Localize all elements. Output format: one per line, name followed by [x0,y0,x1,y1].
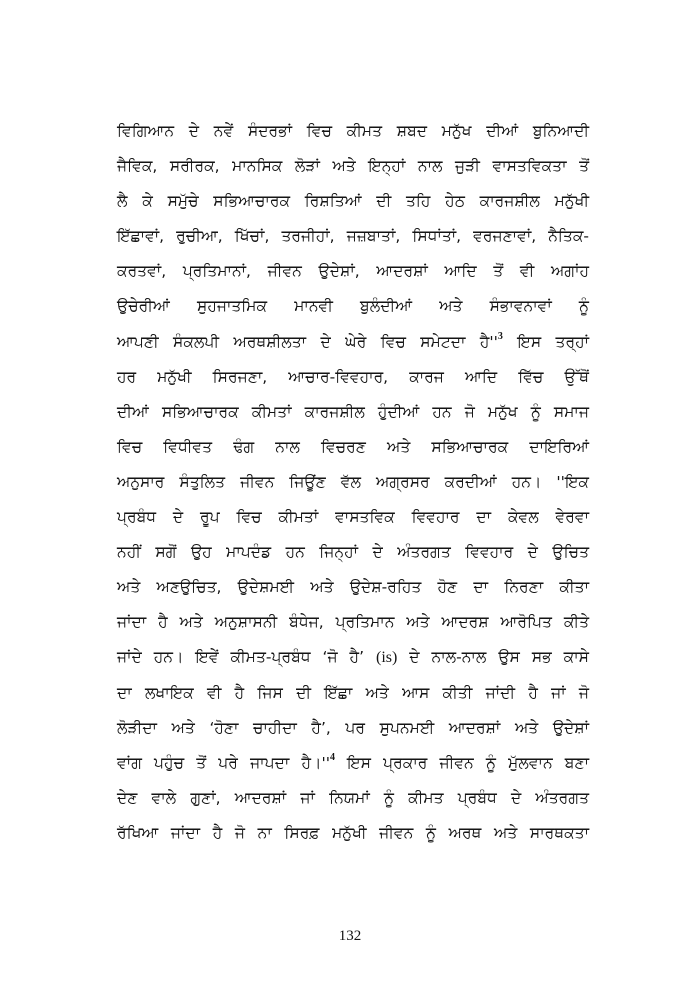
text-line: ਦੇਣ ਵਾਲੇ ਗੁਣਾਂ, ਆਦਰਸ਼ਾਂ ਜਾਂ ਨਿਯਮਾਂ ਨੂੰ ਕੀਮਤ ਪ੍ਰਬੰਧ ਦੇ ਅੰਤਰਗਤ [117,788,589,807]
text-line: ਲੈ ਕੇ ਸਮੁੱਚੇ ਸਭਿਆਚਾਰਕ ਰਿਸ਼ਤਿਆਂ ਦੀ ਤਹਿ ਹੇਠ ਕਾਰਜਸ਼ੀਲ ਮਨੁੱਖੀ [117,192,589,211]
text-line: ਨਹੀਂ ਸਗੋਂ ਉਹ ਮਾਪਦੰਡ ਹਨ ਜਿਨ੍ਹਾਂ ਦੇ ਅੰਤਰਗਤ ਵਿਵਹਾਰ ਦੇ ਉਚਿਤ [117,543,589,562]
text-segment: ਵਾਂਗ ਪਹੁੰਚ ਤੋਂ ਪਰੇ ਜਾਪਦਾ ਹੈ।'' [117,753,330,772]
text-line: ਜਾਂਦਾ ਹੈ ਅਤੇ ਅਨੁਸ਼ਾਸਨੀ ਬੰਧੇਜ, ਪ੍ਰਤਿਮਾਨ ਅਤੇ ਆਦਰਸ਼ ਆਰੋਪਿਤ ਕੀਤੇ [117,613,589,632]
text-line: ਅਨੁਸਾਰ ਸੰਤੁਲਿਤ ਜੀਵਨ ਜਿਊਂਣ ਵੱਲ ਅਗ੍ਰਸਰ ਕਰਦੀਆਂ ਹਨ। ''ਇਕ [117,472,589,491]
text-line: ਵਿਚ ਵਿਧੀਵਤ ਢੰਗ ਨਾਲ ਵਿਚਰਣ ਅਤੇ ਸਭਿਆਚਾਰਕ ਦਾਇਰਿਆਂ [117,437,589,456]
page-number: 132 [338,928,362,944]
text-line: ਦਾ ਲਖਾਇਕ ਵੀ ਹੈ ਜਿਸ ਦੀ ਇੱਛਾ ਅਤੇ ਆਸ ਕੀਤੀ ਜਾਂਦੀ ਹੈ ਜਾਂ ਜੋ [117,683,589,702]
text-segment: ਦੇ ਨਾਲ-ਨਾਲ ਉਸ ਸਭ ਕਾਸੇ [409,648,589,667]
text-line: ਇੱਛਾਵਾਂ, ਰੁਚੀਆ, ਖਿੱਚਾਂ, ਤਰਜੀਹਾਂ, ਜਜ਼ਬਾਤਾਂ, ਸਿਧਾਂਤਾਂ, ਵਰਜਣਾਵਾਂ, ਨੈਤਿਕ- [117,227,589,246]
text-segment: ਜਾਂਦੇ ਹਨ। ਇਵੇਂ ਕੀਮਤ-ਪ੍ਰਬੰਧ ‘ਜੋ ਹੈ’ [117,648,364,667]
text-line: ਅਤੇ ਅਣਉਚਿਤ, ਉਦੇਸ਼ਮਈ ਅਤੇ ਉਦੇਸ਼-ਰਹਿਤ ਹੋਣ ਦਾ ਨਿਰਣਾ ਕੀਤਾ [117,578,589,597]
text-segment: ਇਸ ਤਰ੍ਹਾਂ [517,332,589,351]
text-line: ਜੈਵਿਕ, ਸਰੀਰਕ, ਮਾਨਸਿਕ ਲੋੜਾਂ ਅਤੇ ਇਨ੍ਹਾਂ ਨਾਲ ਜੁੜੀ ਵਾਸਤਵਿਕਤਾ ਤੋਂ [117,157,589,176]
footnote-marker: 4 [329,751,335,763]
text-line: ਰੱਖਿਆ ਜਾਂਦਾ ਹੈ ਜੋ ਨਾ ਸਿਰਫ਼ ਮਨੁੱਖੀ ਜੀਵਨ ਨੂੰ ਅਰਥ ਅਤੇ ਸਾਰਥਕਤਾ [117,823,589,842]
text-line: ਵਿਗਿਆਨ ਦੇ ਨਵੇਂ ਸੰਦਰਭਾਂ ਵਿਚ ਕੀਮਤ ਸ਼ਬਦ ਮਨੁੱਖ ਦੀਆਂ ਬੁਨਿਆਦੀ [117,122,589,140]
text-line: ਪ੍ਰਬੰਧ ਦੇ ਰੂਪ ਵਿਚ ਕੀਮਤਾਂ ਵਾਸਤਵਿਕ ਵਿਵਹਾਰ ਦਾ ਕੇਵਲ ਵੇਰਵਾ [117,508,589,527]
text-line [117,746,589,781]
body-paragraph [117,114,589,851]
latin-term: (is) [375,649,398,667]
text-line: ਦੀਆਂ ਸਭਿਆਚਾਰਕ ਕੀਮਤਾਂ ਕਾਰਜਸ਼ੀਲ ਹੁੰਦੀਆਂ ਹਨ ਜੋ ਮਨੁੱਖ ਨੂੰ ਸਮਾਜ [117,402,589,421]
text-segment: ਆਪਣੀ ਸੰਕਲਪੀ ਅਰਥਸ਼ੀਲਤਾ ਦੇ ਘੇਰੇ ਵਿਚ ਸਮੇਟਦਾ ਹੈ'' [117,332,498,351]
text-segment: ਇਸ ਪ੍ਰਕਾਰ ਜੀਵਨ ਨੂੰ ਮੁੱਲਵਾਨ ਬਣਾ [347,753,590,772]
text-line [117,325,589,360]
footnote-marker: 3 [497,330,503,342]
text-line: ਉਚੇਰੀਆਂ ਸੁਹਜਾਤਮਿਕ ਮਾਨਵੀ ਬੁਲੰਦੀਆਂ ਅਤੇ ਸੰਭਾਵਨਾਵਾਂ ਨੂੰ [117,297,589,316]
text-line: ਲੋੜੀਦਾ ਅਤੇ ‘ਹੋਣਾ ਚਾਹੀਦਾ ਹੈ’, ਪਰ ਸੁਪਨਮਈ ਆਦਰਸ਼ਾਂ ਅਤੇ ਉਦੇਸ਼ਾਂ [117,718,589,737]
text-line: ਕਰਤਵਾਂ, ਪ੍ਰਤਿਮਾਨਾਂ, ਜੀਵਨ ਉਦੇਸ਼ਾਂ, ਆਦਰਸ਼ਾਂ ਆਦਿ ਤੋਂ ਵੀ ਅਗਾਂਹ [117,262,589,281]
text-line: ਹਰ ਮਨੁੱਖੀ ਸਿਰਜਣਾ, ਆਚਾਰ-ਵਿਵਹਾਰ, ਕਾਰਜ ਆਦਿ ਵਿੱਚ ਉੱਥੋਂ [117,367,589,386]
text-line [117,640,589,675]
